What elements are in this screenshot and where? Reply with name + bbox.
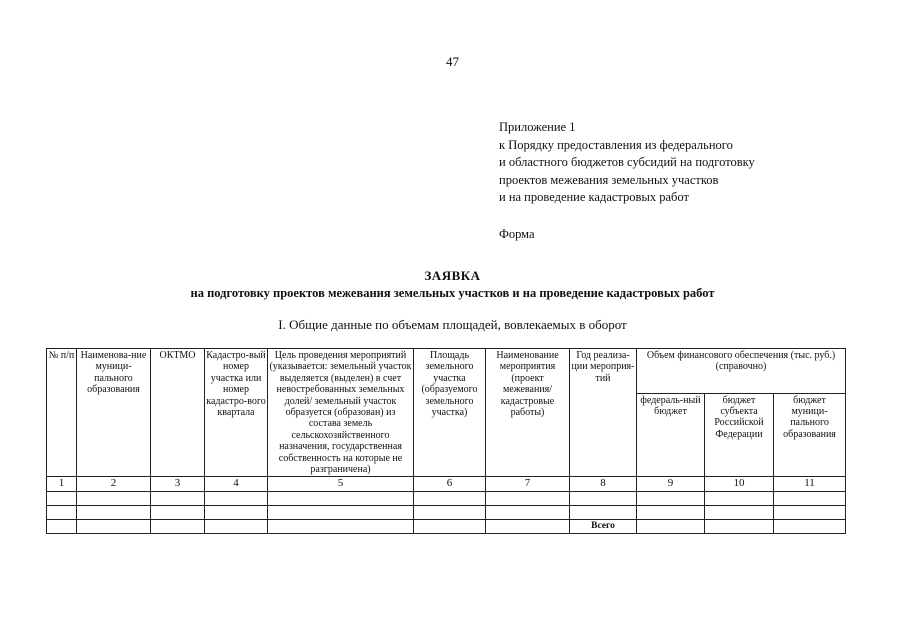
table-cell [637, 505, 705, 519]
header-cell-federal-budget: федераль-ный бюджет [637, 393, 705, 477]
table-row [47, 505, 846, 519]
table-cell [774, 491, 846, 505]
table-cell [205, 519, 268, 533]
table-cell [486, 505, 570, 519]
header-cell-cadastral-number: Кадастро-вый номер участка или номер кадастро-вого квартала [205, 349, 268, 477]
table-cell [637, 519, 705, 533]
table-header-row [47, 349, 846, 394]
table-cell [414, 505, 486, 519]
header-cell-measure-name: Наименование мероприятия (проект межевания/ кадастровые работы) [486, 349, 570, 477]
table-cell [486, 519, 570, 533]
column-number: 8 [570, 477, 637, 491]
table-cell [205, 491, 268, 505]
table-cell [77, 519, 151, 533]
table-cell [268, 505, 414, 519]
header-cell-regional-budget: бюджет субъекта Российской Федерации [705, 393, 774, 477]
table-cell [570, 491, 637, 505]
document-title: ЗАЯВКА [424, 268, 481, 283]
total-row [47, 519, 846, 533]
header-cell-year: Год реализа-ции мероприя-тий [570, 349, 637, 477]
column-number: 10 [705, 477, 774, 491]
section-title: I. Общие данные по объемам площадей, вовлекаемых в оборот [278, 317, 627, 332]
table-cell [151, 505, 205, 519]
table-cell [705, 519, 774, 533]
table-cell [47, 519, 77, 533]
header-cell-purpose: Цель проведения мероприятий (указывается: земельный участок выделяется (выделен) в счет невостребованных земельных долей/ земельный участок образуется (образован) из состава земель сельскохозяйственного назначения, государственная собственность на которые не разграничена) [269, 350, 412, 476]
application-table [46, 348, 846, 534]
column-number: 7 [486, 477, 570, 491]
document-subtitle: на подготовку проектов межевания земельных участков и на проведение кадастровых работ [190, 286, 715, 300]
table-cell [774, 505, 846, 519]
table-cell [486, 491, 570, 505]
page-number: 47 [446, 54, 459, 69]
table-cell [47, 505, 77, 519]
table-cell [151, 519, 205, 533]
column-number: 9 [637, 477, 705, 491]
table-cell [414, 491, 486, 505]
table-row [47, 491, 846, 505]
header-cell-number: № п/п [47, 349, 77, 477]
column-number: 2 [77, 477, 151, 491]
table-cell [774, 519, 846, 533]
table-cell [47, 491, 77, 505]
appendix-line: к Порядку предоставления из федерального [499, 137, 733, 152]
column-number: 3 [151, 477, 205, 491]
appendix-block [499, 119, 755, 243]
appendix-line: проектов межевания земельных участков [499, 172, 719, 187]
column-number: 11 [774, 477, 846, 491]
column-number: 6 [414, 477, 486, 491]
table-cell [205, 505, 268, 519]
table-cell [570, 505, 637, 519]
form-label: Форма [499, 226, 535, 241]
table-cell [268, 519, 414, 533]
column-number: 5 [268, 477, 414, 491]
column-number: 4 [205, 477, 268, 491]
header-cell-finance: Объем финансового обеспечения (тыс. руб.) (справочно) [637, 349, 846, 394]
appendix-line: и на проведение кадастровых работ [499, 190, 689, 204]
column-number: 1 [47, 477, 77, 491]
table-cell [414, 519, 486, 533]
appendix-line: Приложение 1 [499, 120, 576, 134]
table-cell [77, 505, 151, 519]
header-cell-oktmo: ОКТМО [151, 349, 205, 477]
table-cell [637, 491, 705, 505]
appendix-line: и областного бюджетов субсидий на подготовку [499, 155, 755, 169]
header-cell-municipal-budget: бюджет муници-пального образования [774, 393, 846, 477]
table-cell [77, 491, 151, 505]
table-cell [705, 505, 774, 519]
column-number-row [47, 477, 846, 491]
header-cell-municipality: Наименова-ние муници-пального образования [77, 349, 151, 477]
table-cell [268, 491, 414, 505]
table-cell [705, 491, 774, 505]
total-label: Всего [570, 519, 637, 533]
table-cell [151, 491, 205, 505]
header-cell-area: Площадь земельного участка (образуемого земельного участка) [414, 349, 486, 477]
